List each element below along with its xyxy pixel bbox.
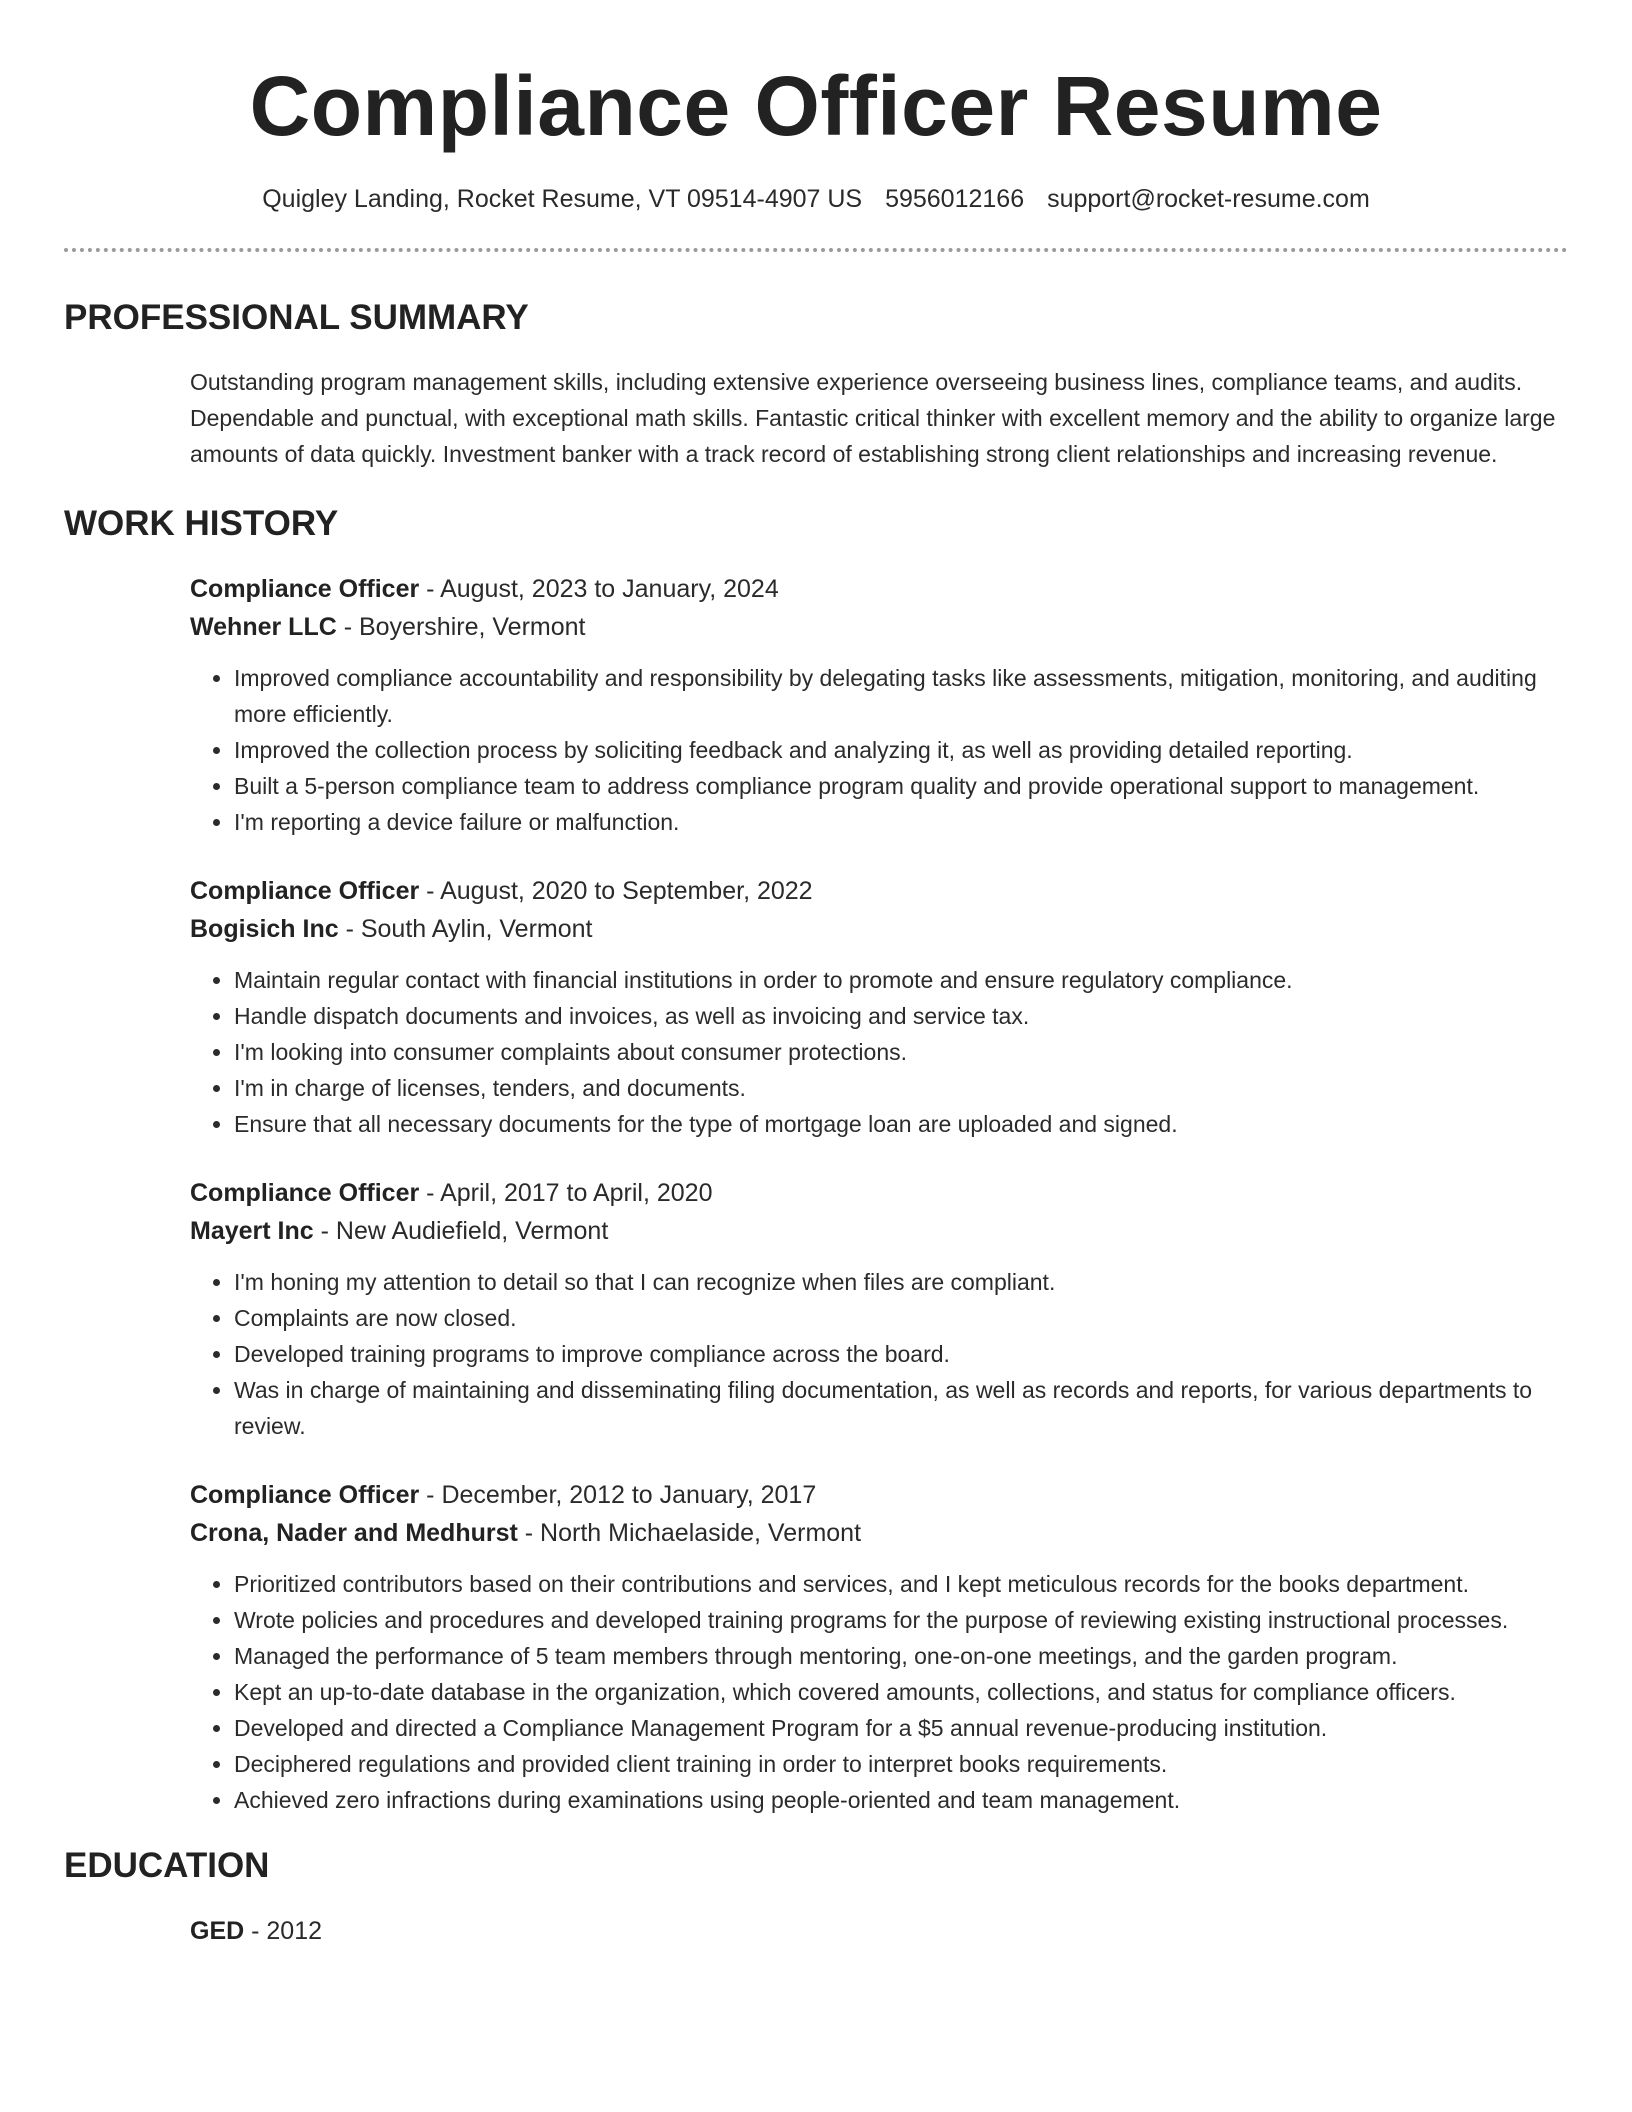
header-divider bbox=[64, 248, 1568, 252]
bullet-item: • Achieved zero infractions during examinations using people-oriented and team management. bbox=[234, 1782, 1568, 1818]
bullet-item: • Handle dispatch documents and invoices, as well as invoicing and service tax. bbox=[234, 998, 1568, 1034]
job-title: Compliance Officer bbox=[190, 575, 420, 603]
education-degree: GED bbox=[190, 1917, 245, 1945]
summary-text: Outstanding program management skills, including extensive experience overseeing business lines, compliance teams, and audits. Dependable and punctual, with exceptional math skills. Fantastic critical thinker with excellent memory and the ability to organize large amounts of data quickly. Investment banker with a track record of establishing strong client relationships and increasing revenue. bbox=[190, 369, 1556, 467]
bullet-item: • Maintain regular contact with financial institutions in order to promote and ensure regulatory compliance. bbox=[234, 962, 1568, 998]
job-bullets bbox=[190, 660, 1568, 840]
contact-phone: 5956012166 bbox=[885, 185, 1025, 213]
section-heading-work: WORK HISTORY bbox=[64, 504, 339, 543]
page-title: Compliance Officer Resume bbox=[249, 59, 1383, 153]
job-company: Bogisich Inc bbox=[190, 915, 339, 943]
bullet-item: • Developed and directed a Compliance Management Program for a $5 annual revenue-producing institution. bbox=[234, 1710, 1568, 1746]
job-dates: - August, 2020 to September, 2022 bbox=[419, 877, 813, 905]
bullet-item: • I'm honing my attention to detail so that I can recognize when files are compliant. bbox=[234, 1264, 1568, 1300]
job-title: Compliance Officer bbox=[190, 1481, 420, 1509]
job-title-line bbox=[190, 570, 1568, 608]
job-entry bbox=[190, 872, 1568, 1142]
bullet-item: • Was in charge of maintaining and disseminating filing documentation, as well as records and reports, for various departments to review. bbox=[234, 1372, 1568, 1444]
job-location: - South Aylin, Vermont bbox=[338, 915, 593, 943]
job-bullets bbox=[190, 1566, 1568, 1818]
job-location: - Boyershire, Vermont bbox=[336, 613, 586, 641]
job-title-line bbox=[190, 1476, 1568, 1514]
job-company: Wehner LLC bbox=[190, 613, 337, 641]
job-title: Compliance Officer bbox=[190, 877, 420, 905]
education-entry bbox=[190, 1912, 1568, 1950]
job-entry bbox=[190, 1476, 1568, 1818]
job-company: Crona, Nader and Medhurst bbox=[190, 1519, 518, 1547]
bullet-item: • Ensure that all necessary documents for the type of mortgage loan are uploaded and signed. bbox=[234, 1106, 1568, 1142]
job-company-line bbox=[190, 1514, 1568, 1552]
contact-address: Quigley Landing, Rocket Resume, VT 09514-4907 US bbox=[262, 185, 863, 213]
bullet-item: • I'm in charge of licenses, tenders, and documents. bbox=[234, 1070, 1568, 1106]
bullet-item: • Improved compliance accountability and responsibility by delegating tasks like assessments, mitigation, monitoring, and auditing more efficiently. bbox=[234, 660, 1568, 732]
job-title: Compliance Officer bbox=[190, 1179, 420, 1207]
job-dates: - April, 2017 to April, 2020 bbox=[419, 1179, 713, 1207]
bullet-item: • Managed the performance of 5 team members through mentoring, one-on-one meetings, and the garden program. bbox=[234, 1638, 1568, 1674]
section-heading-summary: PROFESSIONAL SUMMARY bbox=[64, 298, 529, 337]
job-entry bbox=[190, 570, 1568, 840]
job-bullets bbox=[190, 962, 1568, 1142]
education-section bbox=[64, 1912, 1568, 1950]
bullet-item: • Developed training programs to improve compliance across the board. bbox=[234, 1336, 1568, 1372]
bullet-item: • Deciphered regulations and provided client training in order to interpret books requirements. bbox=[234, 1746, 1568, 1782]
job-title-line bbox=[190, 1174, 1568, 1212]
job-location: - New Audiefield, Vermont bbox=[313, 1217, 609, 1245]
bullet-item: • Prioritized contributors based on their contributions and services, and I kept meticulous records for the books department. bbox=[234, 1566, 1568, 1602]
bullet-item: • Wrote policies and procedures and developed training programs for the purpose of reviewing existing instructional processes. bbox=[234, 1602, 1568, 1638]
job-dates: - December, 2012 to January, 2017 bbox=[419, 1481, 817, 1509]
contact-email: support@rocket-resume.com bbox=[1047, 185, 1370, 213]
work-section bbox=[64, 570, 1568, 1818]
job-company-line bbox=[190, 608, 1568, 646]
job-company-line bbox=[190, 1212, 1568, 1250]
bullet-item: • Built a 5-person compliance team to address compliance program quality and provide operational support to management. bbox=[234, 768, 1568, 804]
job-location: - North Michaelaside, Vermont bbox=[517, 1519, 862, 1547]
job-bullets bbox=[190, 1264, 1568, 1444]
bullet-item: • Kept an up-to-date database in the organization, which covered amounts, collections, and status for compliance officers. bbox=[234, 1674, 1568, 1710]
bullet-item: • I'm looking into consumer complaints about consumer protections. bbox=[234, 1034, 1568, 1070]
job-entry bbox=[190, 1174, 1568, 1444]
job-dates: - August, 2023 to January, 2024 bbox=[419, 575, 779, 603]
education-year: - 2012 bbox=[244, 1917, 323, 1945]
summary-section bbox=[64, 364, 1568, 472]
bullet-item: • Complaints are now closed. bbox=[234, 1300, 1568, 1336]
job-company: Mayert Inc bbox=[190, 1217, 314, 1245]
bullet-item: • Improved the collection process by soliciting feedback and analyzing it, as well as providing detailed reporting. bbox=[234, 732, 1568, 768]
bullet-item: • I'm reporting a device failure or malfunction. bbox=[234, 804, 1568, 840]
job-company-line bbox=[190, 910, 1568, 948]
job-title-line bbox=[190, 872, 1568, 910]
contact-line bbox=[64, 182, 1568, 216]
section-heading-education: EDUCATION bbox=[64, 1846, 270, 1885]
